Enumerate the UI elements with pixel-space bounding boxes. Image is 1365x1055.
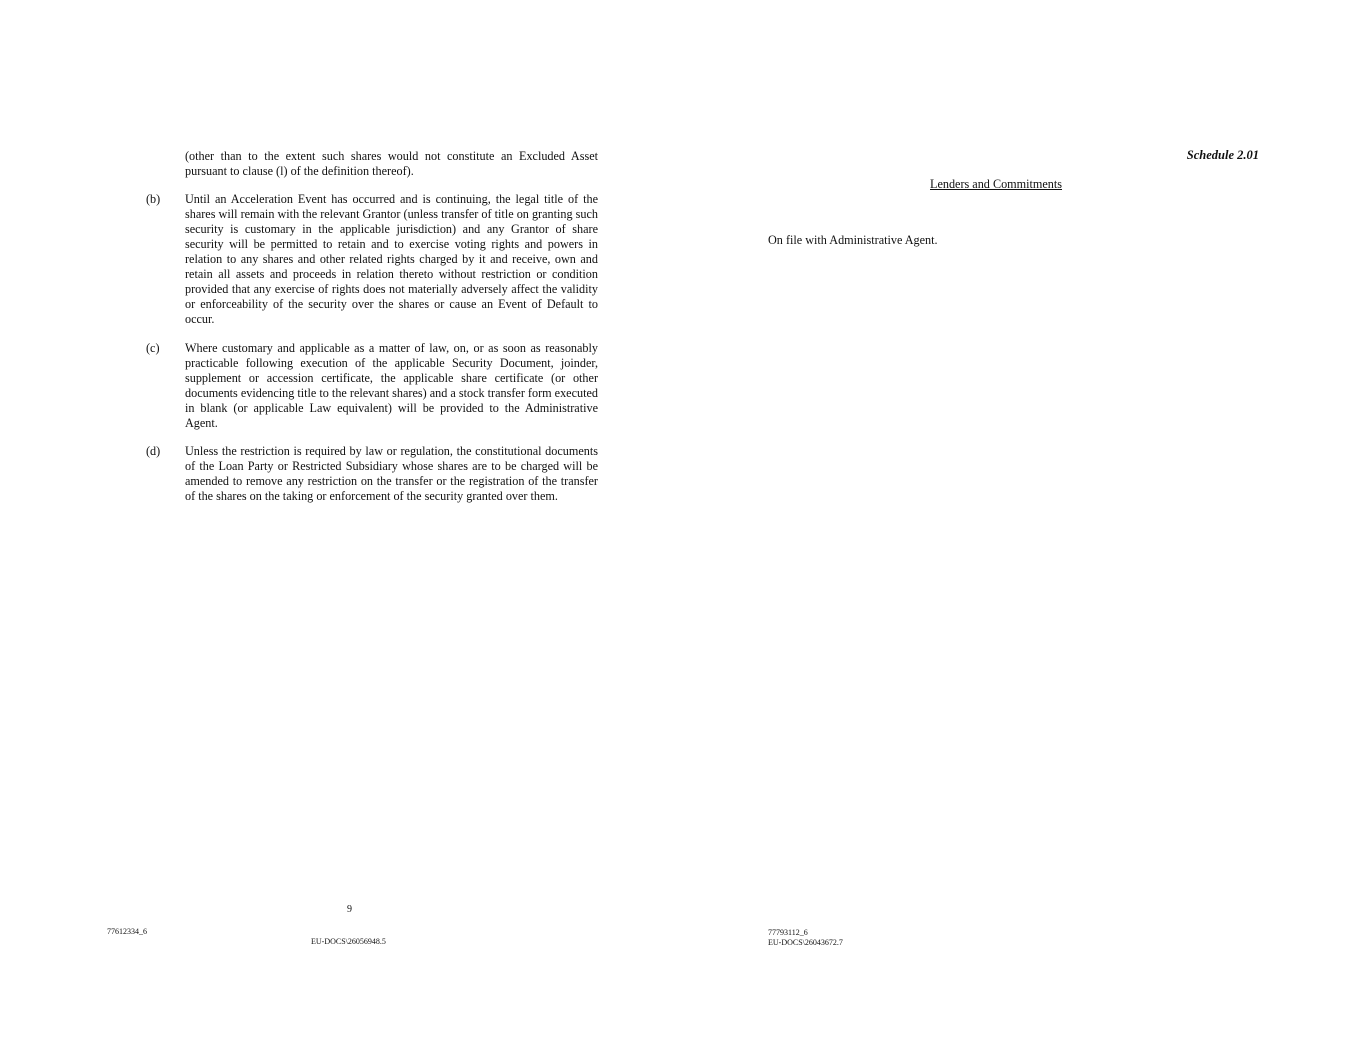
- clause-label: (b): [146, 192, 161, 206]
- body-text: On file with Administrative Agent.: [768, 233, 938, 247]
- right-page: [682, 0, 1365, 1055]
- eu-docs-reference: EU-DOCS\26043672.7: [768, 938, 843, 947]
- clause-text: Where customary and applicable as a matter of law, on, or as soon as reasonably practicable following execution of the applicable Security Document, joinder, supplement or accession certificate, the applicable share certificate (or other documents evidencing title to the relevant shares) and a stock transfer form executed in blank (or applicable Law equivalent) will be provided to the Administrative Agent.: [185, 341, 598, 430]
- eu-docs-reference: EU-DOCS\26056948.5: [311, 937, 386, 946]
- page-number: 9: [347, 904, 352, 915]
- left-page: [0, 0, 682, 1055]
- clause-text: Unless the restriction is required by law or regulation, the constitutional documents of the Loan Party or Restricted Subsidiary whose shares are to be charged will be amended to remove any restriction on the transfer or the registration of the transfer of the shares on the taking or enforcement of the security granted over them.: [185, 444, 598, 503]
- schedule-heading: Schedule 2.01: [1186, 148, 1259, 162]
- document-reference: 77793112_6: [768, 928, 808, 937]
- clause-label: (c): [146, 341, 160, 355]
- clause-text: Until an Acceleration Event has occurred and is continuing, the legal title of the shares will remain with the relevant Grantor (unless transfer of title on granting such security is customary in the applicable jurisdiction) and any Grantor of share security will be permitted to retain and to exercise voting rights and powers in relation to any shares and other related rights charged by it and receive, own and retain all assets and proceeds in relation thereto without restriction or condition provided that any exercise of rights does not materially adversely affect the validity or enforceability of the security over the shares or cause an Event of Default to occur.: [185, 192, 598, 326]
- document-reference: 77612334_6: [107, 927, 147, 936]
- clause-label: (d): [146, 444, 161, 458]
- intro-paragraph: (other than to the extent such shares would not constitute an Excluded Asset pursuant to clause (l) of the definition thereof).: [185, 149, 598, 178]
- section-title: Lenders and Commitments: [930, 177, 1063, 191]
